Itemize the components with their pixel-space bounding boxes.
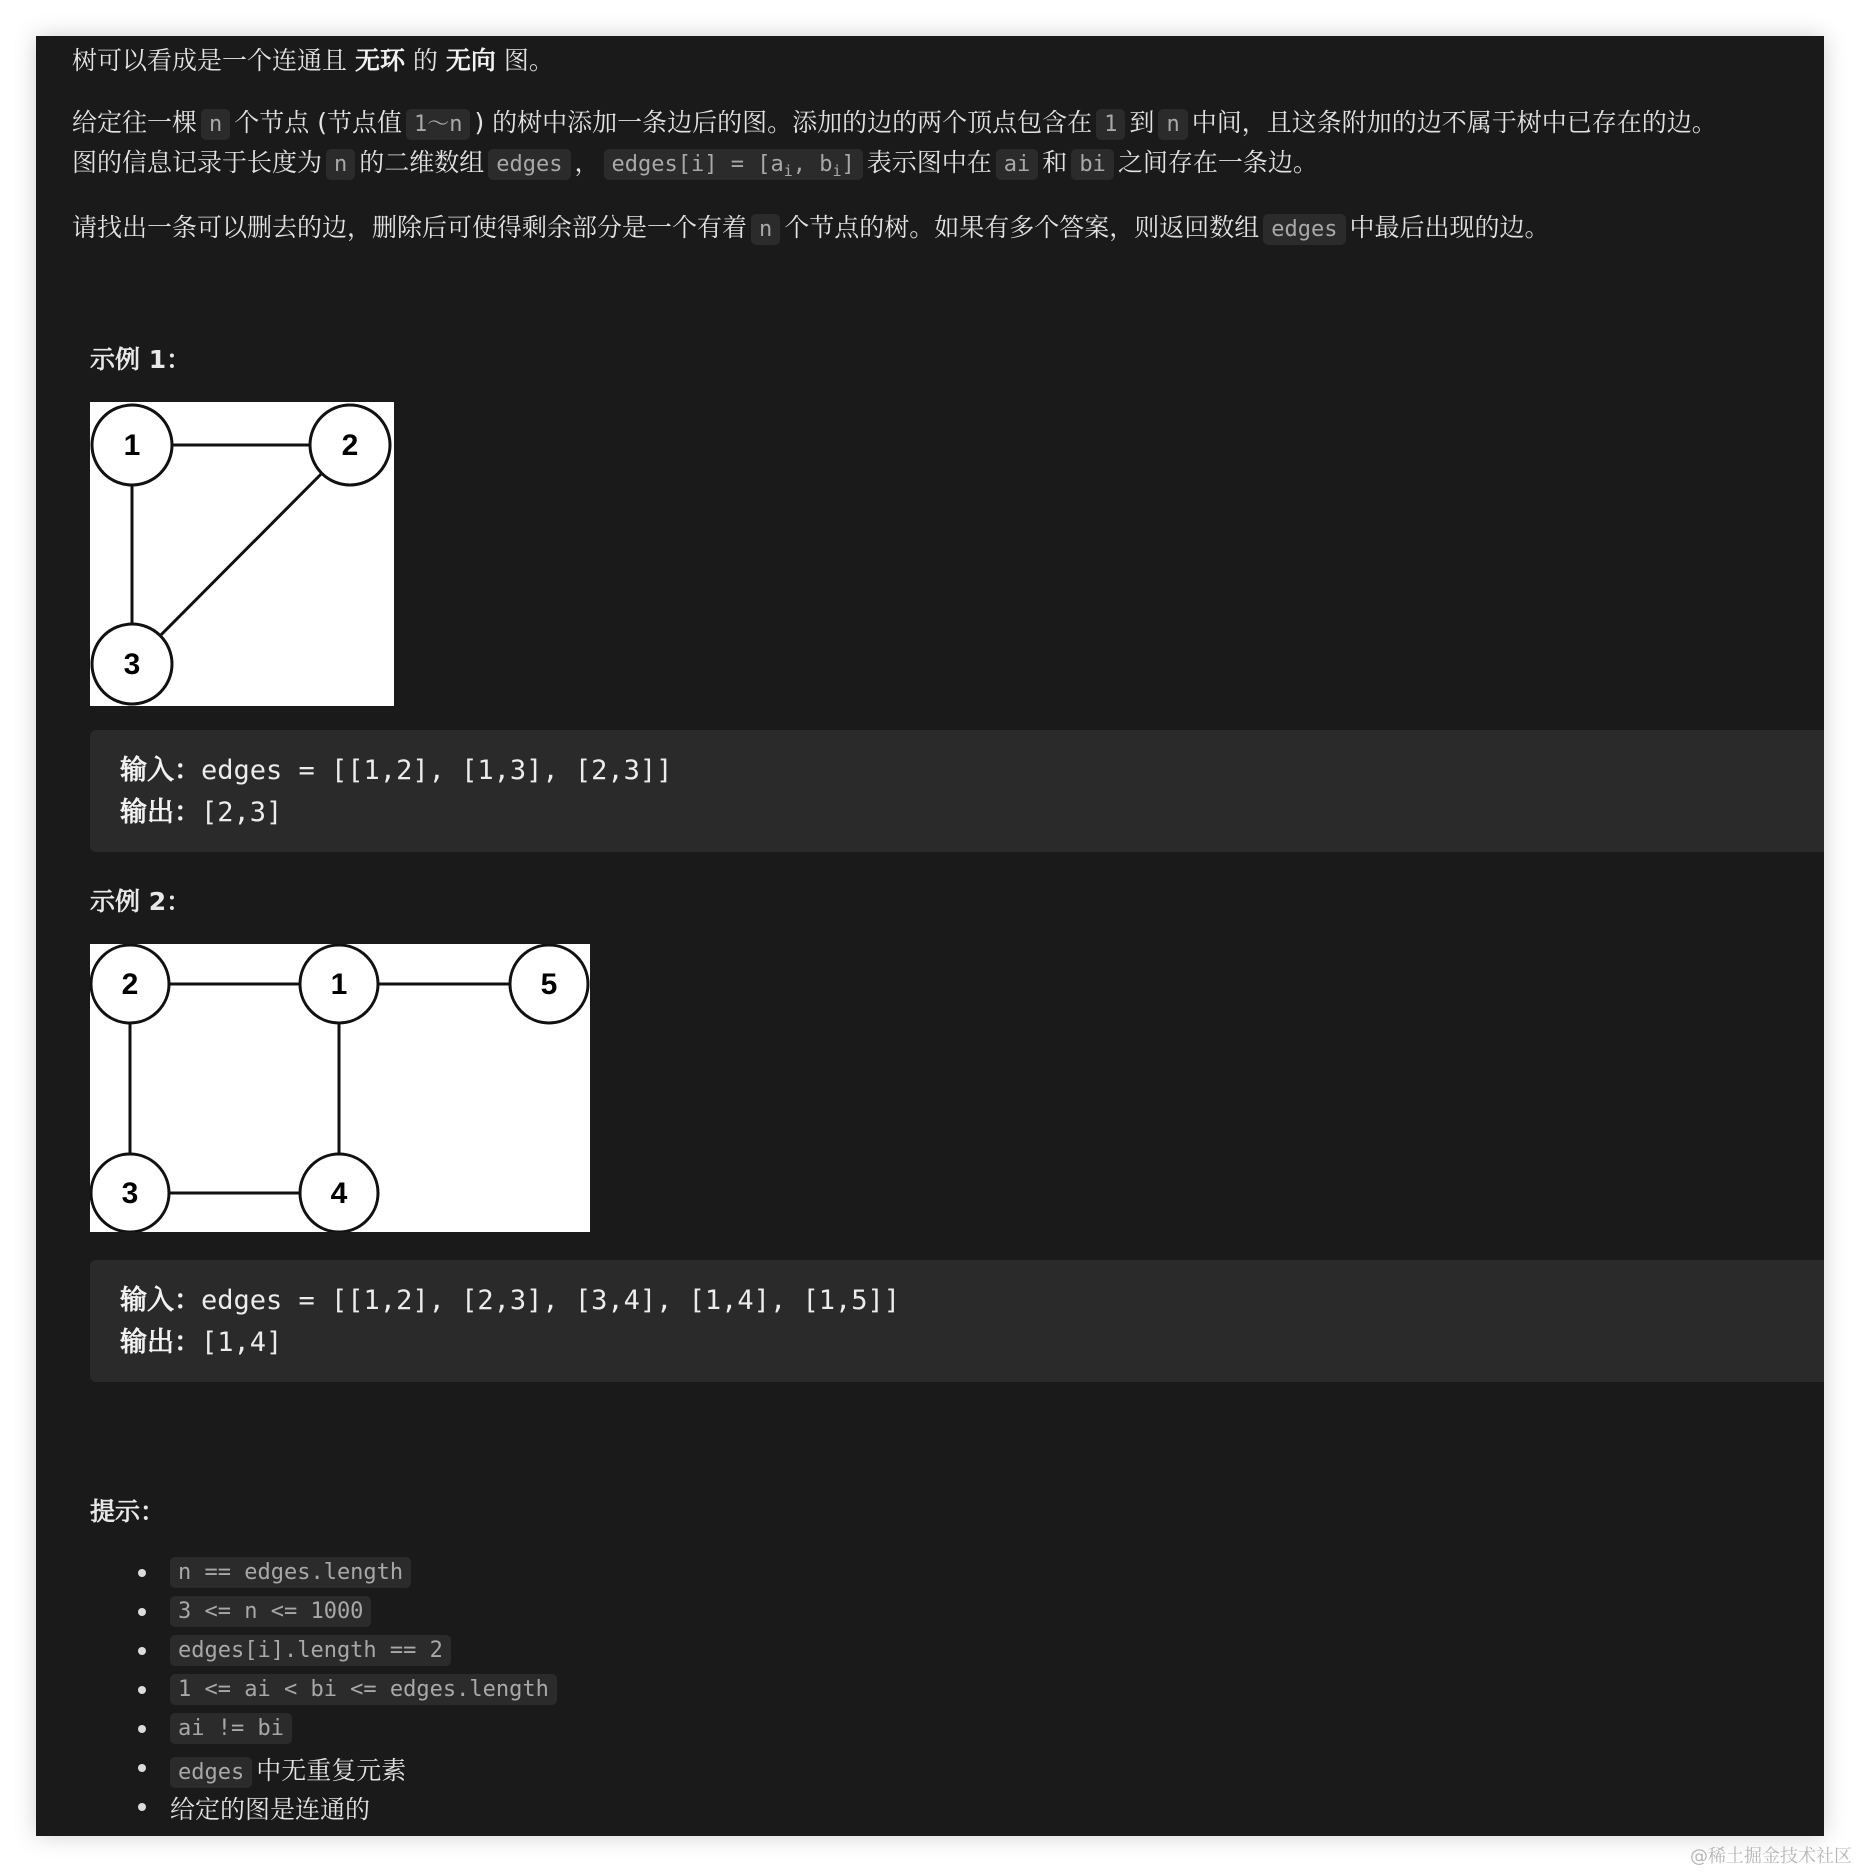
node-label: 1 — [123, 429, 141, 462]
node-label: 4 — [330, 1177, 348, 1210]
example-1-graph — [90, 402, 394, 706]
text: 树可以看成是一个连通且 — [72, 46, 355, 75]
inline-code: n — [326, 149, 355, 180]
text: 图的信息记录于长度为 — [72, 148, 323, 177]
text: 个节点的树。如果有多个答案，则返回数组 — [784, 213, 1260, 242]
output-row — [120, 1320, 282, 1359]
output-value: [1,4] — [201, 1327, 283, 1358]
task-paragraph — [72, 209, 1550, 249]
subscript: i — [783, 162, 793, 180]
text: 之间存在一条边。 — [1117, 148, 1318, 177]
node-5 — [510, 945, 588, 1023]
inline-code: n — [751, 214, 780, 245]
input-label: 输入： — [120, 1285, 201, 1316]
node-label: 3 — [123, 648, 141, 681]
node-1 — [300, 945, 378, 1023]
inline-code: n — [1158, 109, 1187, 140]
text: 中最后出现的边。 — [1349, 213, 1550, 242]
node-3 — [92, 624, 172, 704]
text: , b — [792, 152, 833, 177]
text: 图。 — [495, 46, 554, 75]
node-2 — [310, 405, 390, 485]
node-2 — [91, 945, 169, 1023]
bullet — [138, 1569, 146, 1577]
watermark: @稀土掘金技术社区 — [1690, 1846, 1852, 1867]
text: 和 — [1042, 148, 1068, 177]
bullet — [138, 1608, 146, 1616]
subscript: i — [832, 162, 842, 180]
node-label: 5 — [540, 968, 558, 1001]
input-value: edges = [[1,2], [1,3], [2,3]] — [201, 755, 673, 786]
inline-code-edge-def — [604, 149, 863, 180]
example-2-code-block — [90, 1260, 1824, 1382]
description-line-1 — [72, 104, 1717, 144]
text: 中间，且这条附加的边不属于树中已存在的边。 — [1191, 108, 1717, 137]
inline-code: ai — [996, 149, 1039, 180]
example-1-code-block — [90, 730, 1824, 852]
example-2-graph — [90, 944, 590, 1232]
text: 请找出一条可以删去的边，删除后可使得剩余部分是一个有着 — [72, 213, 748, 242]
inline-code: n — [201, 109, 230, 140]
input-label: 输入： — [120, 755, 201, 786]
inline-code: edges — [488, 149, 570, 180]
inline-code: edges — [1263, 214, 1345, 245]
output-label: 输出： — [120, 797, 201, 828]
text: ] — [841, 152, 855, 177]
bold-text: 无环 — [354, 46, 405, 75]
text: 表示图中在 — [866, 148, 992, 177]
example-1-title: 示例 1： — [90, 345, 192, 374]
input-value: edges = [[1,2], [2,3], [3,4], [1,4], [1,5]] — [201, 1285, 900, 1316]
bullet — [138, 1725, 146, 1733]
text: ) 的树中添加一条边后的图。添加的边的两个顶点包含在 — [474, 108, 1093, 137]
node-4 — [300, 1154, 378, 1232]
inline-code: 1 — [1096, 109, 1125, 140]
node-label: 2 — [121, 968, 139, 1001]
bullet — [138, 1764, 146, 1772]
input-row — [120, 748, 672, 787]
node-label: 1 — [330, 968, 348, 1001]
inline-code: bi — [1071, 149, 1114, 180]
text: 中无重复元素 — [256, 1756, 407, 1785]
text: ， — [574, 148, 600, 177]
text: 个节点 (节点值 — [234, 108, 402, 137]
intro-paragraph — [72, 42, 554, 80]
text: 给定的图是连通的 — [170, 1795, 371, 1824]
node-1 — [92, 405, 172, 485]
text: 的二维数组 — [359, 148, 485, 177]
text: edges[i] = [a — [611, 152, 784, 177]
inline-code: 1～n — [406, 109, 471, 140]
bullet — [138, 1803, 146, 1811]
node-3 — [91, 1154, 169, 1232]
bullet — [138, 1686, 146, 1694]
output-value: [2,3] — [201, 797, 283, 828]
text: 到 — [1129, 108, 1155, 137]
output-row — [120, 790, 282, 829]
bold-text: 无向 — [445, 46, 496, 75]
description-line-2 — [72, 144, 1318, 190]
inline-code: ai != bi — [170, 1713, 292, 1744]
inline-code: 3 <= n <= 1000 — [170, 1596, 371, 1627]
output-label: 输出： — [120, 1327, 201, 1358]
problem-panel — [36, 36, 1824, 1836]
inline-code: edges — [170, 1757, 252, 1788]
text: 的 — [404, 46, 446, 75]
example-2-title: 示例 2： — [90, 887, 192, 916]
edge-2-3 — [132, 445, 350, 664]
inline-code: 1 <= ai < bi <= edges.length — [170, 1674, 557, 1705]
hints-title: 提示： — [90, 1497, 166, 1526]
node-label: 3 — [121, 1177, 139, 1210]
bullet — [138, 1647, 146, 1655]
inline-code: edges[i].length == 2 — [170, 1635, 451, 1666]
text: 给定往一棵 — [72, 108, 198, 137]
node-label: 2 — [341, 429, 359, 462]
inline-code: n == edges.length — [170, 1557, 411, 1588]
input-row — [120, 1278, 900, 1317]
